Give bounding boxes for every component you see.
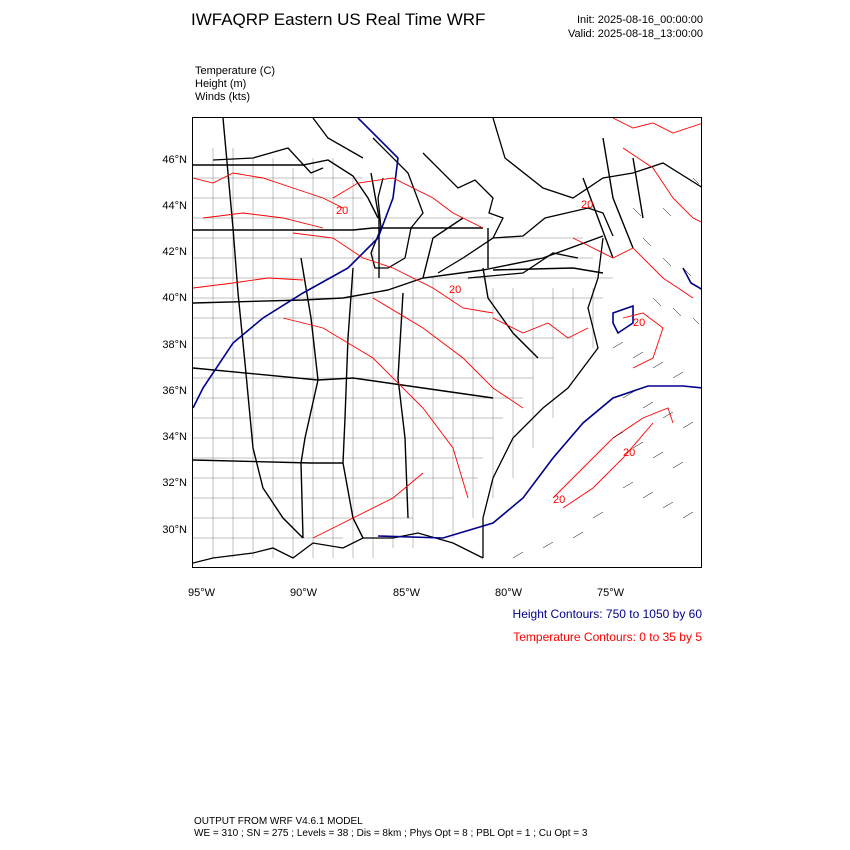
lon-label: 80°W bbox=[495, 587, 523, 599]
height-contours-note: Height Contours: 750 to 1050 by 60 bbox=[512, 607, 702, 621]
footer-model: OUTPUT FROM WRF V4.6.1 MODEL bbox=[194, 816, 363, 827]
lat-label: 44°N bbox=[162, 200, 187, 212]
temperature-contours-note: Temperature Contours: 0 to 35 by 5 bbox=[513, 630, 702, 644]
lat-label: 40°N bbox=[162, 292, 187, 304]
wind-barbs bbox=[513, 178, 699, 558]
lat-label: 42°N bbox=[162, 246, 187, 258]
lon-label: 85°W bbox=[393, 587, 421, 599]
field-height: Height (m) bbox=[195, 78, 247, 90]
coastlines bbox=[193, 118, 702, 563]
map-canvas bbox=[193, 118, 702, 568]
contour-label: 20 bbox=[449, 284, 462, 296]
lat-label: 32°N bbox=[162, 477, 187, 489]
contour-label: 20 bbox=[633, 317, 646, 329]
contour-label: 20 bbox=[553, 494, 566, 506]
valid-time: Valid: 2025-08-18_13:00:00 bbox=[568, 28, 703, 40]
field-temperature: Temperature (C) bbox=[195, 65, 276, 77]
init-time: Init: 2025-08-16_00:00:00 bbox=[577, 14, 703, 26]
lon-label: 75°W bbox=[597, 587, 625, 599]
footer-config: WE = 310 ; SN = 275 ; Levels = 38 ; Dis = 8km ; Phys Opt = 8 ; PBL Opt = 1 ; Cu Opt = 3 bbox=[194, 828, 588, 839]
map-panel bbox=[192, 117, 702, 568]
height-contours bbox=[193, 118, 702, 538]
contour-label: 20 bbox=[581, 199, 594, 211]
lat-label: 46°N bbox=[162, 154, 187, 166]
contour-labels bbox=[336, 199, 645, 506]
time-info bbox=[568, 13, 703, 41]
contour-label: 20 bbox=[623, 447, 636, 459]
lon-label: 90°W bbox=[290, 587, 318, 599]
field-winds: Winds (kts) bbox=[195, 91, 250, 103]
lat-label: 38°N bbox=[162, 339, 187, 351]
lat-label: 34°N bbox=[162, 431, 187, 443]
county-lines bbox=[193, 148, 613, 558]
map-title: IWFAQRP Eastern US Real Time WRF bbox=[191, 10, 486, 29]
lon-label: 95°W bbox=[188, 587, 216, 599]
lat-label: 36°N bbox=[162, 385, 187, 397]
lat-label: 30°N bbox=[162, 524, 187, 536]
contour-label: 20 bbox=[336, 205, 349, 217]
